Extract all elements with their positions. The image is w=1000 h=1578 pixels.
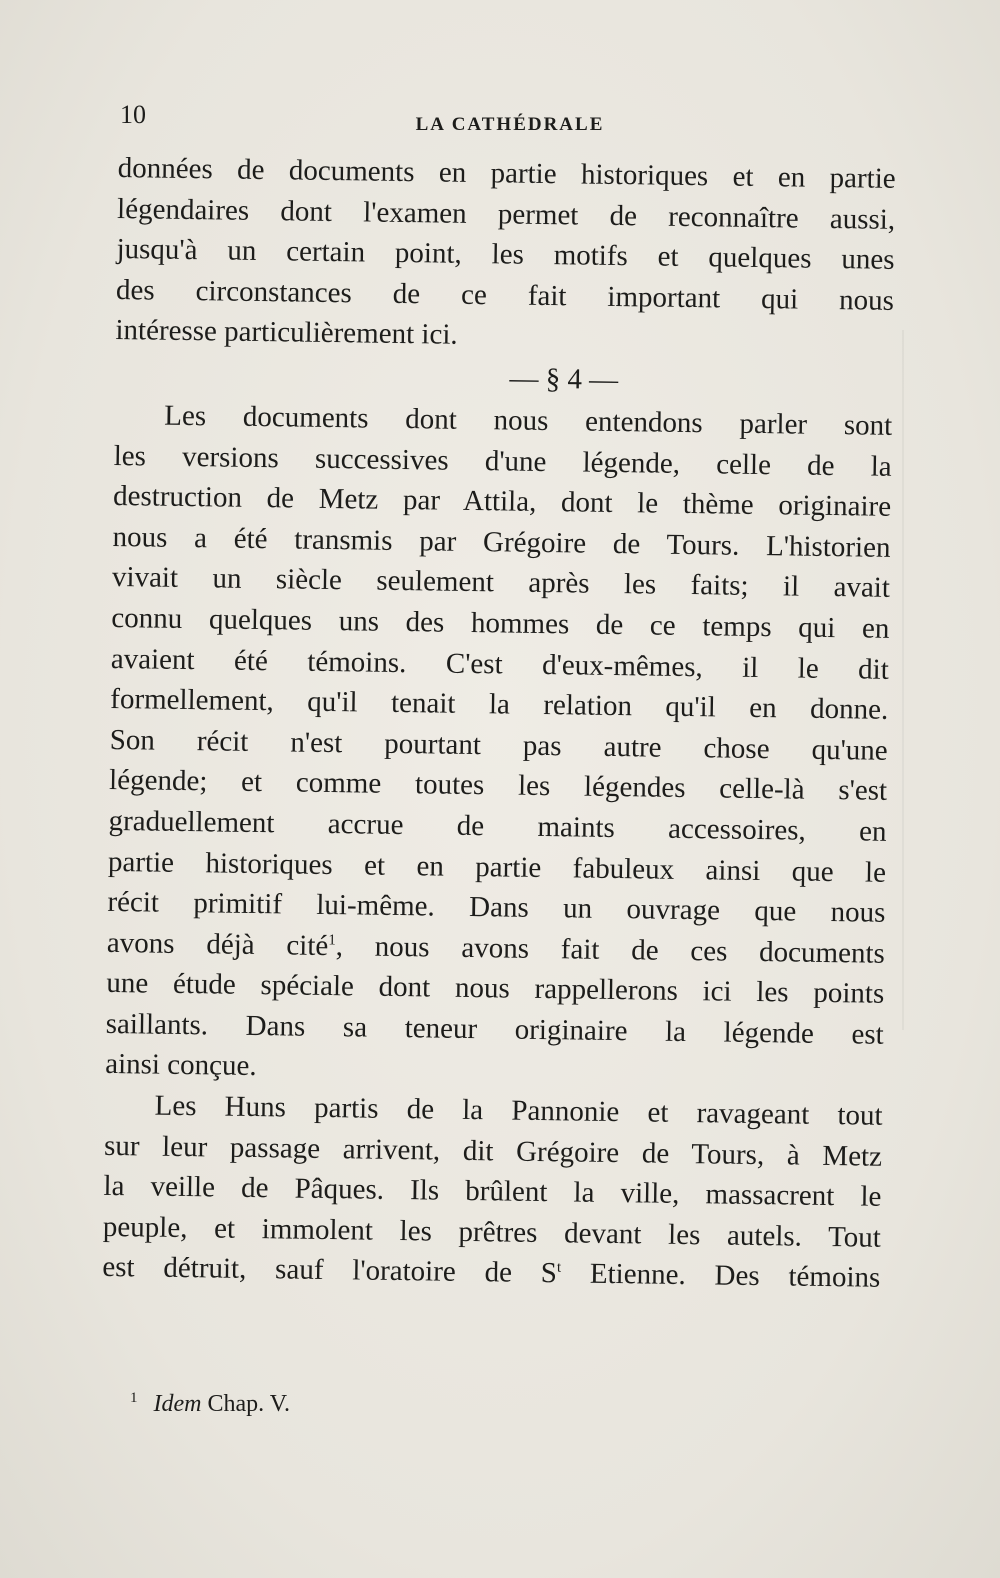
text-fragment: avons déjà cité: [106, 926, 329, 962]
footnote-marker: 1: [130, 1390, 138, 1406]
text-line: la veille de Pâques. Ils brûlent la ville, massacrent le: [103, 1170, 882, 1214]
text-line: saillants. Dans sa teneur originaire la légende est: [105, 1007, 884, 1051]
text-line: Son récit n'est pourtant pas autre chose qu'une: [109, 723, 888, 767]
page-number: 10: [120, 100, 146, 129]
footnote-text: Chap. V.: [201, 1391, 290, 1417]
text-line: peuple, et immolent les prêtres devant les autels. Tout: [102, 1210, 882, 1254]
text-line: vivait un siècle seulement après les faits; il avait: [111, 561, 891, 605]
page-header: [120, 100, 900, 140]
footnote-italic: Idem: [153, 1391, 202, 1417]
text-line: destruction de Metz par Attila, dont le thème originaire: [112, 480, 892, 523]
running-head: LA CATHÉDRALE: [415, 114, 605, 135]
text-line: des circonstances de ce fait important qui nous: [115, 273, 895, 317]
text-line: formellement, qu'il tenait la relation qu'il en donne.: [110, 683, 889, 726]
bleed-through-shadow: [902, 330, 904, 1030]
text-line: les versions successives d'une légende, celle de la: [113, 439, 892, 483]
body-text: [102, 148, 896, 1299]
text-line: sur leur passage arrivent, dit Grégoire de Tours, à Metz: [103, 1129, 883, 1173]
text-line: jusqu'à un certain point, les motifs et quelques unes: [116, 233, 895, 277]
section-heading: — § 4 —: [509, 362, 619, 396]
text-line: légende; et comme toutes les légendes celle-là s'est: [108, 764, 888, 808]
superscript: t: [556, 1260, 562, 1277]
text-line: avaient été témoins. C'est d'eux-mêmes, il le dit: [110, 642, 890, 686]
text-line: Les Huns partis de la Pannonie et ravageant tout: [154, 1089, 883, 1132]
text-line: récit primitif lui-même. Dans un ouvrage que nous: [107, 886, 886, 929]
text-line: données de documents en partie historiques et en partie: [117, 151, 896, 195]
text-line: légendaires dont l'examen permet de reconnaître aussi,: [116, 192, 896, 236]
footnote: [130, 1390, 290, 1418]
text-line: une étude spéciale dont nous rappellerons ici les points: [106, 967, 885, 1011]
text-line: intéresse particulièrement ici.: [115, 314, 458, 352]
text-line: partie historiques et en partie fabuleux ainsi que le: [107, 845, 887, 889]
text-line: nous a été transmis par Grégoire de Tours. L'historien: [112, 520, 891, 564]
footnote-reference: 1: [328, 932, 336, 949]
text-line: ainsi conçue.: [104, 1048, 257, 1083]
text-fragment: est détruit, sauf l'oratoire de S: [102, 1251, 558, 1290]
text-line: Les documents dont nous entendons parler sont: [164, 399, 893, 442]
text-line: graduellement accrue de maints accessoires, en: [108, 804, 887, 848]
text-fragment: , nous avons fait de ces documents: [335, 929, 886, 970]
text-fragment: Etienne. Des témoins: [560, 1257, 881, 1295]
text-line: connu quelques uns des hommes de ce temps qui en: [111, 601, 890, 645]
